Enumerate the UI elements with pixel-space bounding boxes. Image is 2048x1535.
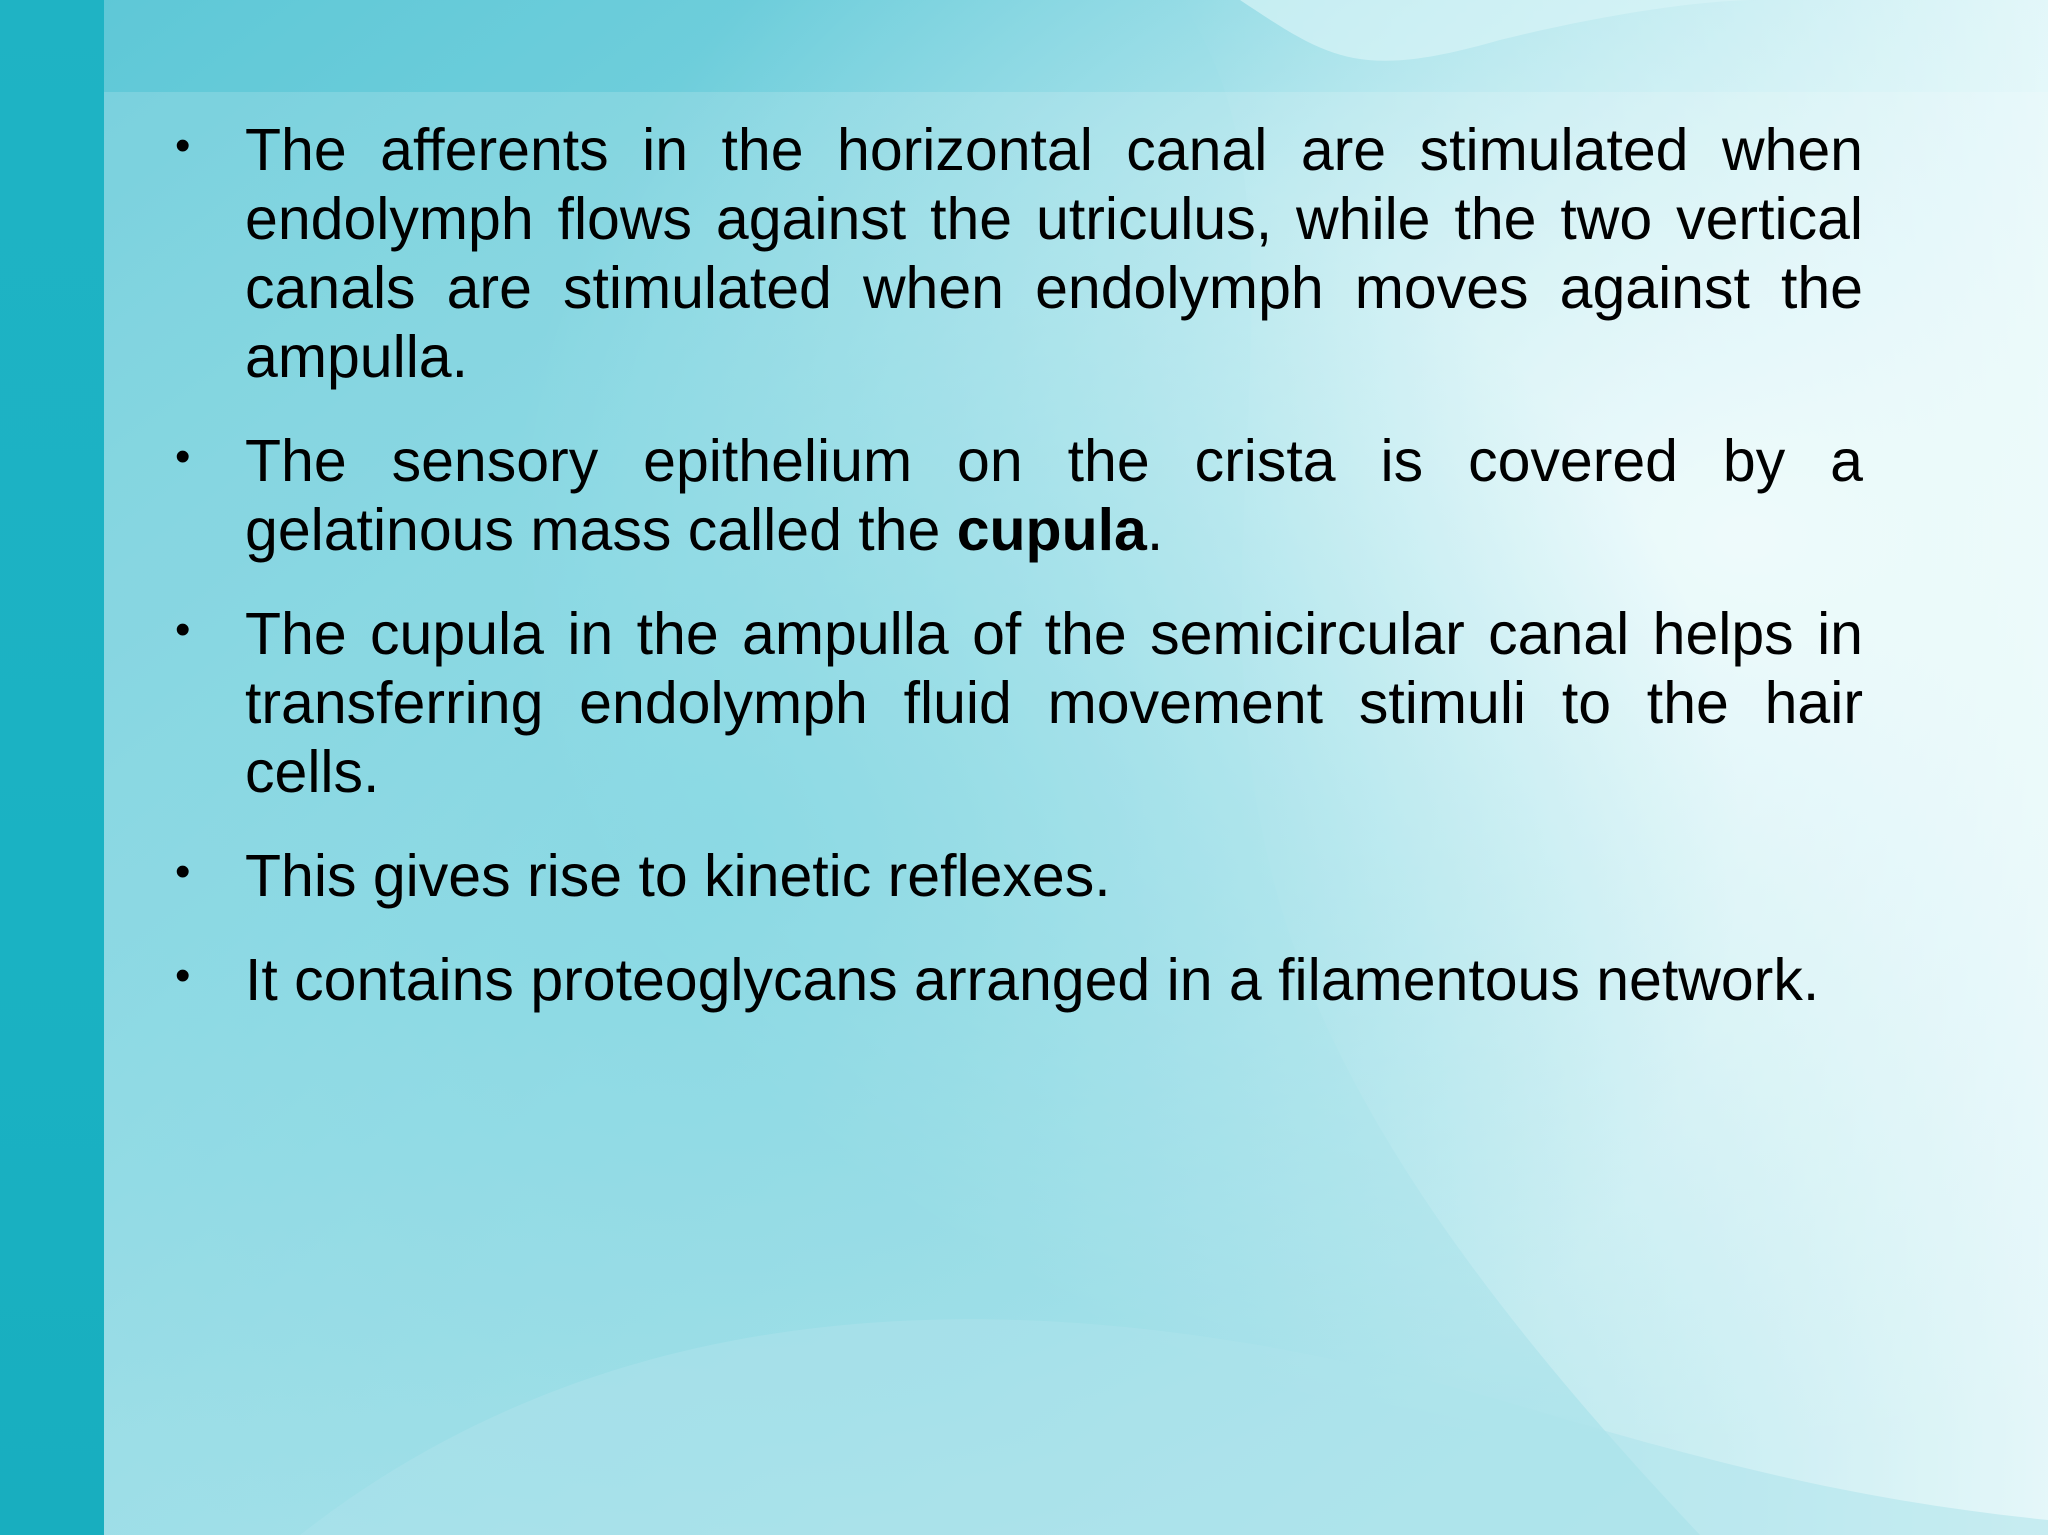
bullet-item <box>175 427 1863 565</box>
bullet-item <box>175 116 1863 392</box>
bullet-text: It contains proteoglycans arranged in a filamentous network. <box>245 947 1820 1013</box>
bold-term-cupula: cupula <box>956 497 1147 563</box>
bullet-item <box>175 842 1863 911</box>
bullet-text: The cupula in the ampulla of the semicircular canal helps in transferring endolymph fluid movement stimuli to the hair cells. <box>245 601 1863 805</box>
bullet-marker: • <box>175 121 191 170</box>
bullet-text <box>245 428 1863 563</box>
bullet-marker: • <box>175 605 191 654</box>
bullet-text-part: The sensory epithelium on the crista is covered by a gelatinous mass called the <box>245 428 1863 563</box>
bullet-item <box>175 946 1863 1015</box>
bullet-marker: • <box>175 432 191 481</box>
bullet-text: The afferents in the horizontal canal are stimulated when endolymph flows against the utriculus, while the two vertical canals are stimulated when endolymph moves against the ampulla. <box>245 117 1863 390</box>
bullet-marker: • <box>175 951 191 1000</box>
bullet-text: This gives rise to kinetic reflexes. <box>245 843 1111 909</box>
bullet-list <box>175 116 1863 1050</box>
bullet-marker: • <box>175 847 191 896</box>
left-accent-band <box>0 0 104 1535</box>
bullet-text-part: . <box>1146 497 1164 563</box>
bullet-item <box>175 600 1863 807</box>
